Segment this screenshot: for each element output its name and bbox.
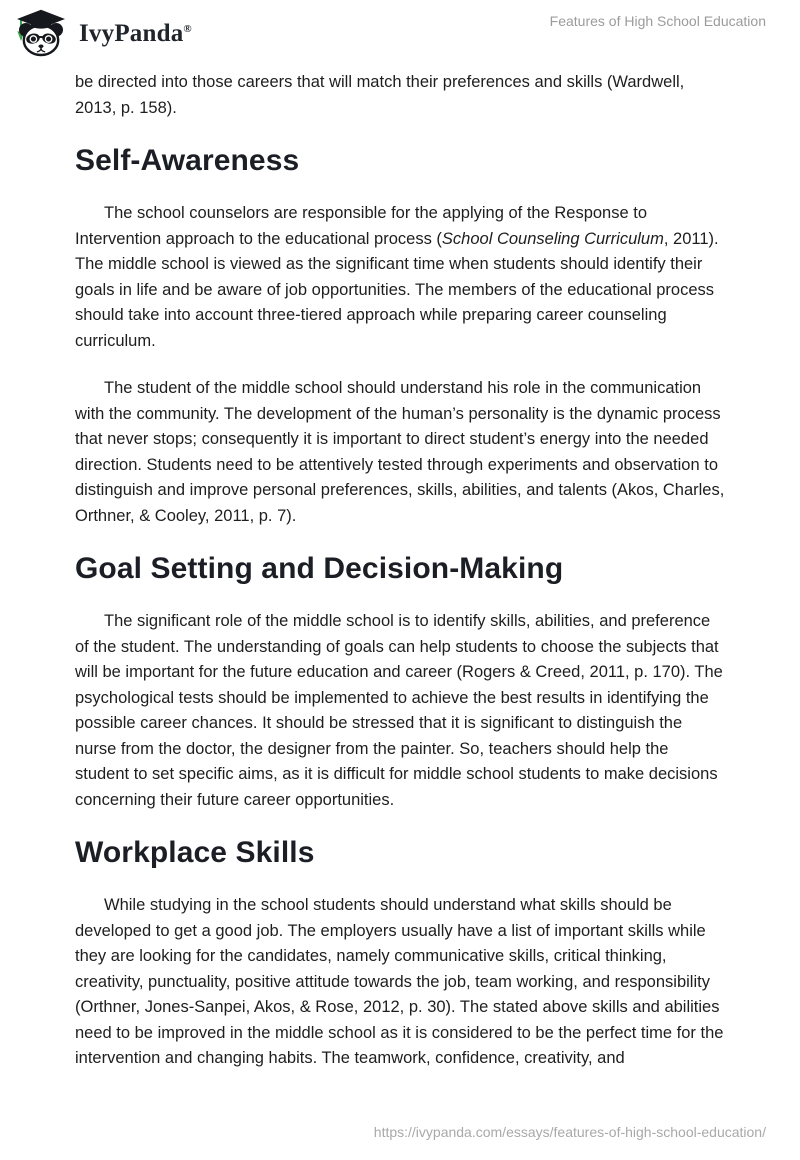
page-header (0, 0, 800, 66)
registered-trademark: ® (183, 22, 192, 35)
ivypanda-logo (13, 6, 192, 60)
paragraph-text: The school counselors are responsible for the applying of the Response to Intervention approach to the educational process ( (75, 204, 647, 248)
heading-self-awareness: Self-Awareness (75, 144, 300, 177)
source-url: https://ivypanda.com/essays/features-of-high-school-education/ (373, 1124, 766, 1140)
paragraph-text: , 2011). The middle school is viewed as the significant time when students should identify their goals in life and be aware of job opportunities. The members of the educational process should take into account three-tiered approach while preparing career counseling curriculum. (75, 229, 719, 350)
heading-workplace-skills: Workplace Skills (75, 836, 315, 869)
paragraph: The student of the middle school should understand his role in the communication with the community. The development of the human’s personality is the dynamic process that never stops; consequently it is important to direct student’s energy into the needed direction. Students need to be attentively tested through experiments and observation to distinguish and improve personal preferences, skills, abilities, and talents (Akos, Charles, Orthner, & Cooley, 2011, p. 7). (75, 379, 725, 525)
paragraph (75, 201, 725, 354)
brand-name-text: IvyPanda (79, 19, 184, 47)
brand-name (79, 21, 192, 46)
paragraph: While studying in the school students should understand what skills should be developed to get a good job. The employers usually have a list of important skills while they are looking for the candidates, namely communicative skills, critical thinking, creativity, punctuality, positive attitude towards the job, team working, and responsibility (Orthner, Jones-Sanpei, Akos, & Rose, 2012, p. 30). The stated above skills and abilities need to be improved in the middle school as it is considered to be the perfect time for the intervention and changing habits. The teamwork, confidence, creativity, and (75, 896, 724, 1067)
heading-goal-setting: Goal Setting and Decision-Making (75, 552, 564, 585)
essay-content (75, 70, 725, 1094)
paragraph-continuation: be directed into those careers that will match their preferences and skills (Wardwell, 2013, p. 158). (75, 73, 685, 117)
cited-work-title: School Counseling Curriculum (441, 229, 664, 248)
paragraph: The significant role of the middle school is to identify skills, abilities, and preference of the student. The understanding of goals can help students to choose the subjects that will be important for the future education and career (Rogers & Creed, 2011, p. 170). The psychological tests should be implemented to achieve the best results in identifying the possible career chances. It should be stressed that it is significant to distinguish the nurse from the doctor, the designer from the painter. So, teachers should help the student to set specific aims, as it is difficult for middle school students to make decisions concerning their future career opportunities. (75, 612, 723, 809)
running-head-title: Features of High School Education (549, 13, 766, 29)
panda-graduate-icon (13, 6, 69, 60)
